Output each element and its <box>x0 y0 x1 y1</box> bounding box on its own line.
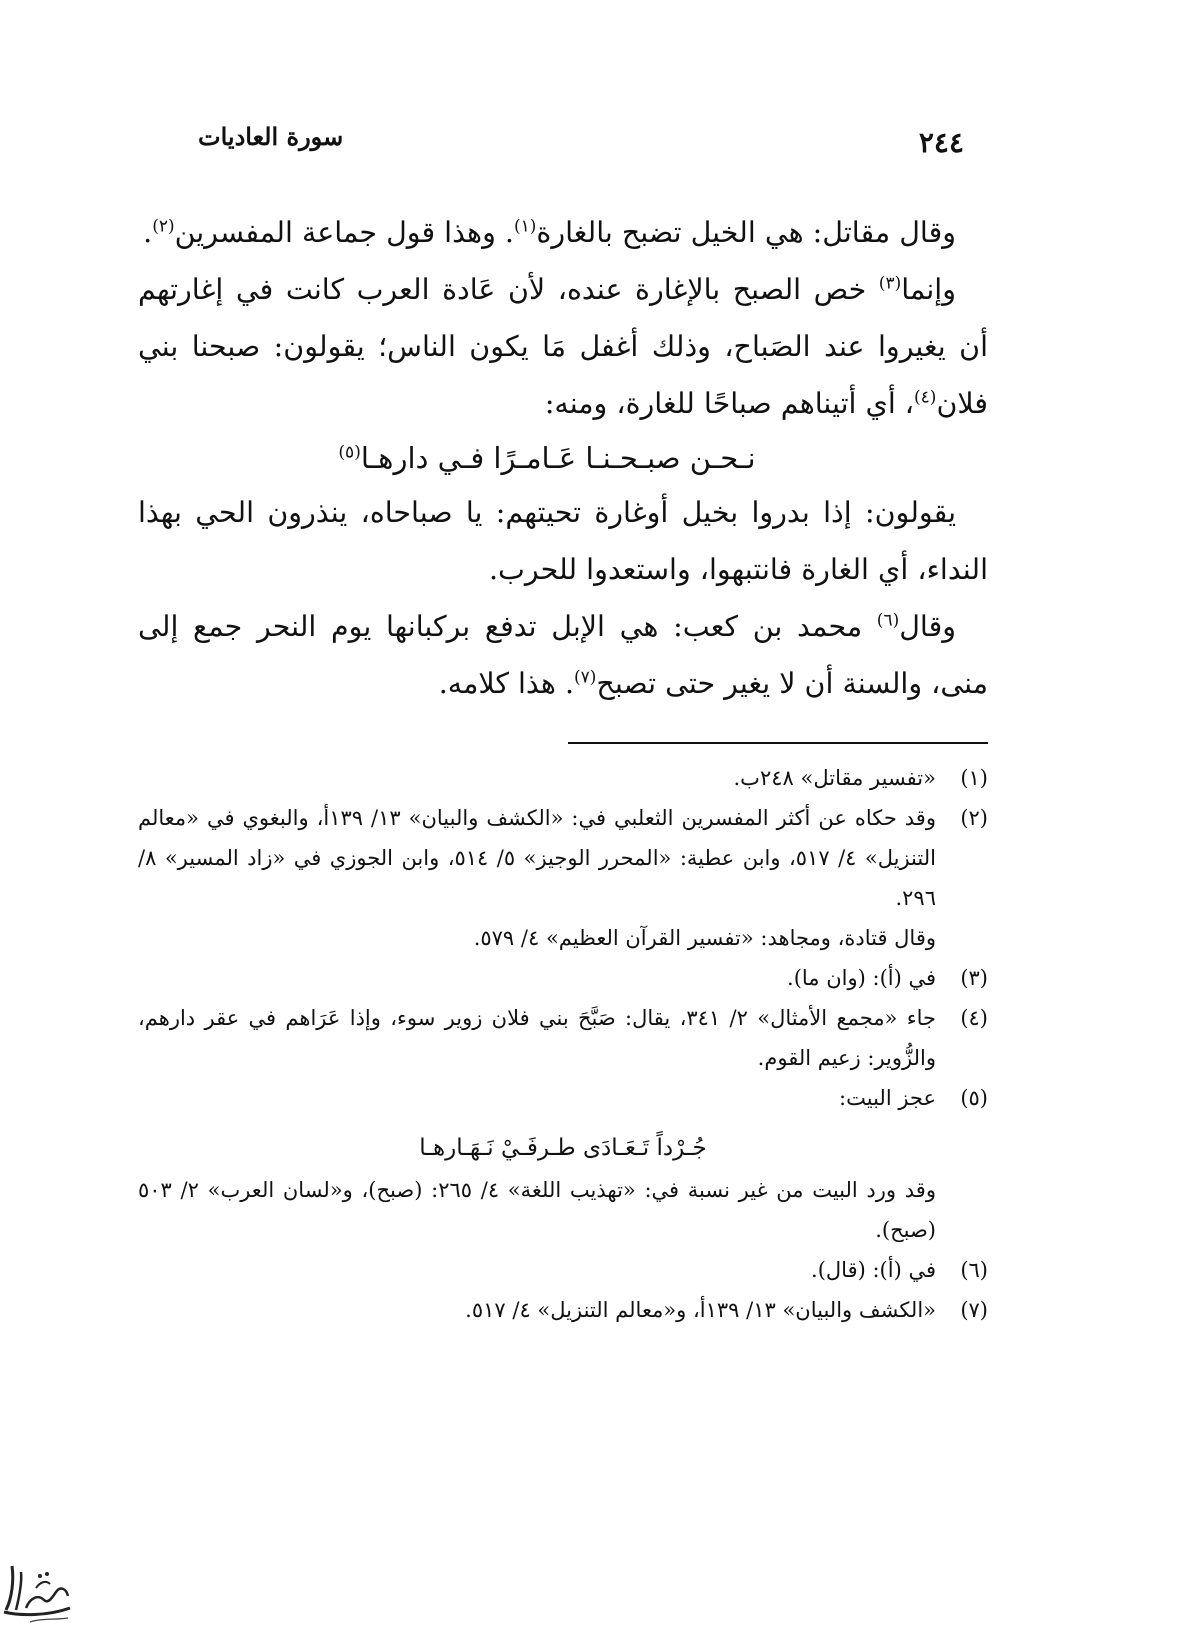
footnote-number: (٥) <box>960 1086 988 1110</box>
footnote-text: جاء «مجمع الأمثال» ٢/ ٣٤١، يقال: صَبَّحَ بني فلان زوير سوء، وإذا عَرَاهم في عقر دارهم، والزُّوير: زعيم القوم. <box>138 1006 936 1070</box>
footnote-ref-6: (٦) <box>876 610 900 631</box>
p4-part-a: وقال <box>899 610 956 643</box>
footnote-ref-1: (١) <box>513 216 537 237</box>
page-header <box>138 100 988 160</box>
p4-part-c: . هذا كلامه. <box>438 667 574 700</box>
paragraph-2 <box>138 261 988 432</box>
page-number: ٢٤٤ <box>918 126 964 159</box>
surah-title: سورة العاديات <box>198 122 344 151</box>
footnote-text: في (أ): (وان ما). <box>787 966 936 990</box>
p1-part-b: . وهذا قول جماعة المفسرين <box>174 216 514 249</box>
calligraphy-seal-icon <box>0 1558 74 1628</box>
p1-part-a: وقال مقاتل: هي الخيل تضبح بالغارة <box>536 216 956 249</box>
p4-part-b: محمد بن كعب: هي الإبل تدفع بركبانها يوم النحر جمع إلى منى، والسنة أن لا يغير حتى تصبح <box>138 610 988 700</box>
footnote-5-continuation: وقد ورد البيت من غير نسبة في: «تهذيب اللغة» ٤/ ٢٦٥: (صبح)، و«لسان العرب» ٢/ ٥٠٣ (صبح). <box>138 1178 936 1242</box>
p1-part-c: . <box>143 216 153 249</box>
footnote-text: «تفسير مقاتل» ٢٤٨ب. <box>733 766 936 790</box>
footnote-5 <box>138 1078 988 1118</box>
paragraph-3: يقولون: إذا بدروا بخيل أوغارة تحيتهم: يا صباحاه، ينذرون الحي بهذا النداء، أي الغارة فانتبهوا، واستعدوا للحرب. <box>138 496 988 586</box>
paragraph-4 <box>138 598 988 712</box>
footnote-text: في (أ): (قال). <box>811 1258 936 1282</box>
footnote-ref-4: (٤) <box>914 387 937 408</box>
footnotes <box>138 758 988 1330</box>
footnote-2 <box>138 798 988 918</box>
footnote-number: (٣) <box>960 966 988 990</box>
p2-part-c: ، أي أتيناهم صباحًا للغارة، ومنه: <box>544 387 915 420</box>
footnote-ref-5: (٥) <box>338 442 361 463</box>
footnote-text: وقد حكاه عن أكثر المفسرين الثعلبي في: «الكشف والبيان» ١٣/ ١٣٩أ، والبغوي في «معالم التنزيل» ٤/ ٥١٧، وابن عطية: «المحرر الوجيز» ٥/ ٥١٤، وابن الجوزي في «زاد المسير» ٨/ ٢٩٦. <box>138 806 936 910</box>
main-text <box>138 204 988 712</box>
footnote-2-continuation: وقال قتادة، ومجاهد: «تفسير القرآن العظيم» ٤/ ٥٧٩. <box>473 926 936 950</box>
footnote-number: (٢) <box>960 806 988 830</box>
poetry-verse <box>138 432 988 484</box>
footnote-number: (١) <box>960 766 988 790</box>
p2-part-b: خص الصبح بالإغارة عنده، لأن عَادة العرب كانت في إغارتهم أن يغيروا عند الصَباح، وذلك أغفل مَا يكون الناس؛ يقولون: صبحنا بني فلان <box>138 273 988 420</box>
footnote-4 <box>138 998 988 1078</box>
footnote-ref-7: (٧) <box>574 667 597 688</box>
footnote-text: «الكشف والبيان» ١٣/ ١٣٩أ، و«معالم التنزيل» ٤/ ٥١٧. <box>465 1298 936 1322</box>
p2-part-a: وإنما <box>901 273 956 306</box>
footnote-6 <box>138 1250 988 1290</box>
book-page <box>138 100 988 1550</box>
verse-text: نـحـن صبـحـنـا عَـامـرًا فـي دارهـا <box>360 441 756 475</box>
footnote-number: (٦) <box>960 1258 988 1282</box>
footnote-3 <box>138 958 988 998</box>
footnote-separator <box>568 742 988 744</box>
footnote-text: عجز البيت: <box>839 1086 936 1110</box>
footnote-5-verse: جُـرْداً تَـعَـادَى طـرفَـيْ نَـهَـارهـا <box>419 1135 707 1161</box>
footnote-7 <box>138 1290 988 1330</box>
footnote-number: (٧) <box>960 1298 988 1322</box>
footnote-1 <box>138 758 988 798</box>
footnote-ref-2: (٢) <box>152 216 175 237</box>
footnote-number: (٤) <box>960 1006 988 1030</box>
footnote-ref-3: (٣) <box>878 273 902 294</box>
paragraph-1 <box>138 204 988 261</box>
footnote-separator-wrap <box>138 742 988 744</box>
